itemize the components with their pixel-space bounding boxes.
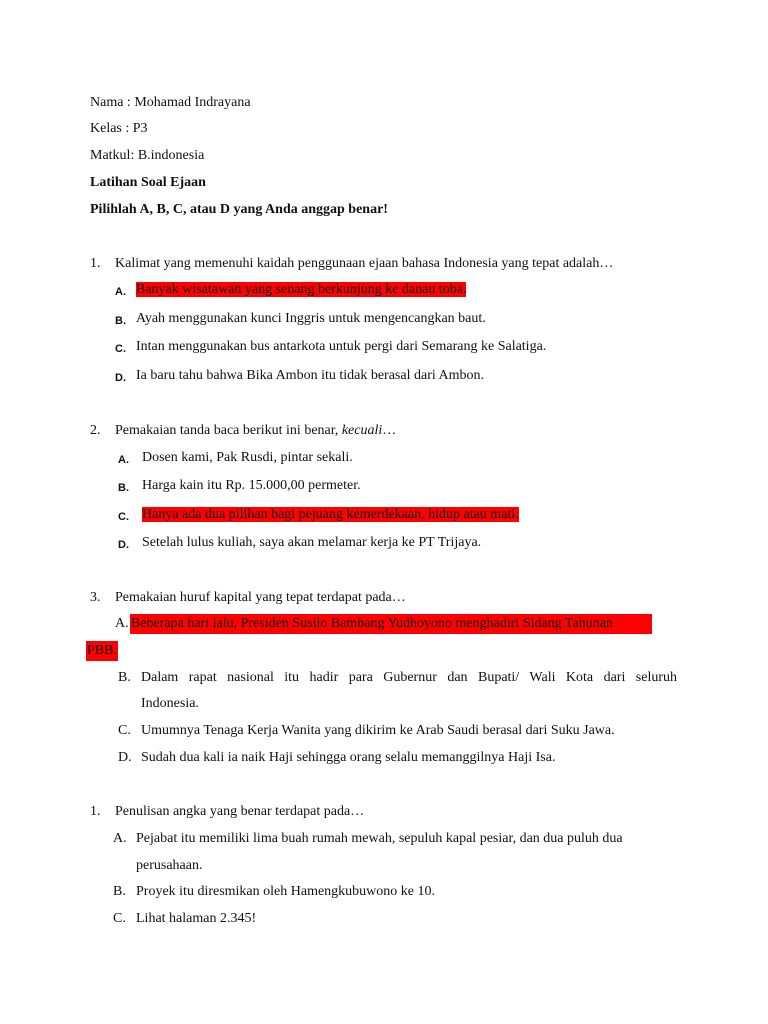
q2-option-c-text: Hanya ada dua pilihan bagi pejuang kemerdekaan, hidup atau mati. — [142, 507, 519, 522]
question-2-italic: kecuali — [341, 423, 383, 438]
question-3-number: 3. — [90, 590, 101, 605]
question-2-prefix: Pemakaian tanda baca berikut ini benar, — [115, 423, 342, 438]
q1-option-c-label: C. — [115, 343, 126, 355]
q3-option-d-label: D. — [118, 750, 132, 765]
instruction: Pilihlah A, B, C, atau D yang Anda anggap benar! — [90, 202, 388, 217]
q2-option-b-text: Harga kain itu Rp. 15.000,00 permeter. — [142, 478, 361, 493]
question-2-text — [115, 422, 396, 440]
q4-option-a-label: A. — [113, 831, 127, 846]
q3-option-b-line2: Indonesia. — [141, 696, 199, 711]
q3-option-b-line1: Dalam rapat nasional itu hadir para Gubernur dan Bupati/ Wali Kota dari seluruh — [141, 670, 677, 685]
q1-option-b-label: B. — [115, 315, 126, 327]
question-1-text: Kalimat yang memenuhi kaidah penggunaan ejaan bahasa Indonesia yang tepat adalah… — [115, 256, 614, 271]
q3-option-d-text: Sudah dua kali ia naik Haji sehingga orang selalu memanggilnya Haji Isa. — [141, 750, 556, 765]
q4-option-b-label: B. — [113, 884, 126, 899]
q2-option-b-label: B. — [118, 482, 129, 494]
q1-option-a — [136, 281, 466, 299]
q3-option-c-text: Umumnya Tenaga Kerja Wanita yang dikirim ke Arab Saudi berasal dari Suku Jawa. — [141, 723, 615, 738]
q2-option-a-text: Dosen kami, Pak Rusdi, pintar sekali. — [142, 450, 353, 465]
q3-option-b-label: B. — [118, 670, 131, 685]
q3-option-a-line1: Beberapa hari lalu, Presiden Susilo Bambang Yudhoyono menghadiri Sidang Tahunan — [131, 616, 613, 631]
question-2-suffix: … — [382, 423, 397, 438]
student-name: Nama : Mohamad Indrayana — [90, 95, 251, 110]
question-4-text: Penulisan angka yang benar terdapat pada… — [115, 804, 365, 819]
student-class: Kelas : P3 — [90, 121, 148, 136]
document-title: Latihan Soal Ejaan — [90, 175, 206, 190]
q1-option-a-text: Banyak wisatawan yang senang berkunjung ke danau toba. — [136, 282, 467, 297]
course-name: Matkul: B.indonesia — [90, 148, 205, 163]
q4-option-c-text: Lihat halaman 2.345! — [136, 911, 257, 926]
q4-option-a-line2: perusahaan. — [136, 858, 203, 873]
question-4-number: 1. — [90, 804, 101, 819]
q1-option-d-text: Ia baru tahu bahwa Bika Ambon itu tidak berasal dari Ambon. — [136, 368, 484, 383]
q2-option-d-text: Setelah lulus kuliah, saya akan melamar kerja ke PT Trijaya. — [142, 535, 482, 550]
q1-option-b-text: Ayah menggunakan kunci Inggris untuk mengencangkan baut. — [136, 311, 486, 326]
q3-option-c-label: C. — [118, 723, 131, 738]
q4-option-c-label: C. — [113, 911, 126, 926]
question-3-text: Pemakaian huruf kapital yang tepat terdapat pada… — [115, 590, 406, 605]
q3-option-a-line2: PBB. — [87, 643, 117, 658]
q2-option-d-label: D. — [118, 539, 129, 551]
q4-option-b-text: Proyek itu diresmikan oleh Hamengkubuwono ke 10. — [136, 884, 436, 899]
q1-option-a-label: A. — [115, 286, 126, 298]
q2-option-a-label: A. — [118, 454, 129, 466]
q2-option-c-label: C. — [118, 511, 129, 523]
q1-option-d-label: D. — [115, 372, 126, 384]
q3-option-a-label: A. — [115, 616, 129, 631]
question-1-number: 1. — [90, 256, 101, 271]
question-2-number: 2. — [90, 423, 101, 438]
q4-option-a-line1: Pejabat itu memiliki lima buah rumah mewah, sepuluh kapal pesiar, dan dua puluh dua — [136, 831, 623, 846]
q2-option-c — [142, 506, 519, 524]
q1-option-c-text: Intan menggunakan bus antarkota untuk pergi dari Semarang ke Salatiga. — [136, 339, 547, 354]
